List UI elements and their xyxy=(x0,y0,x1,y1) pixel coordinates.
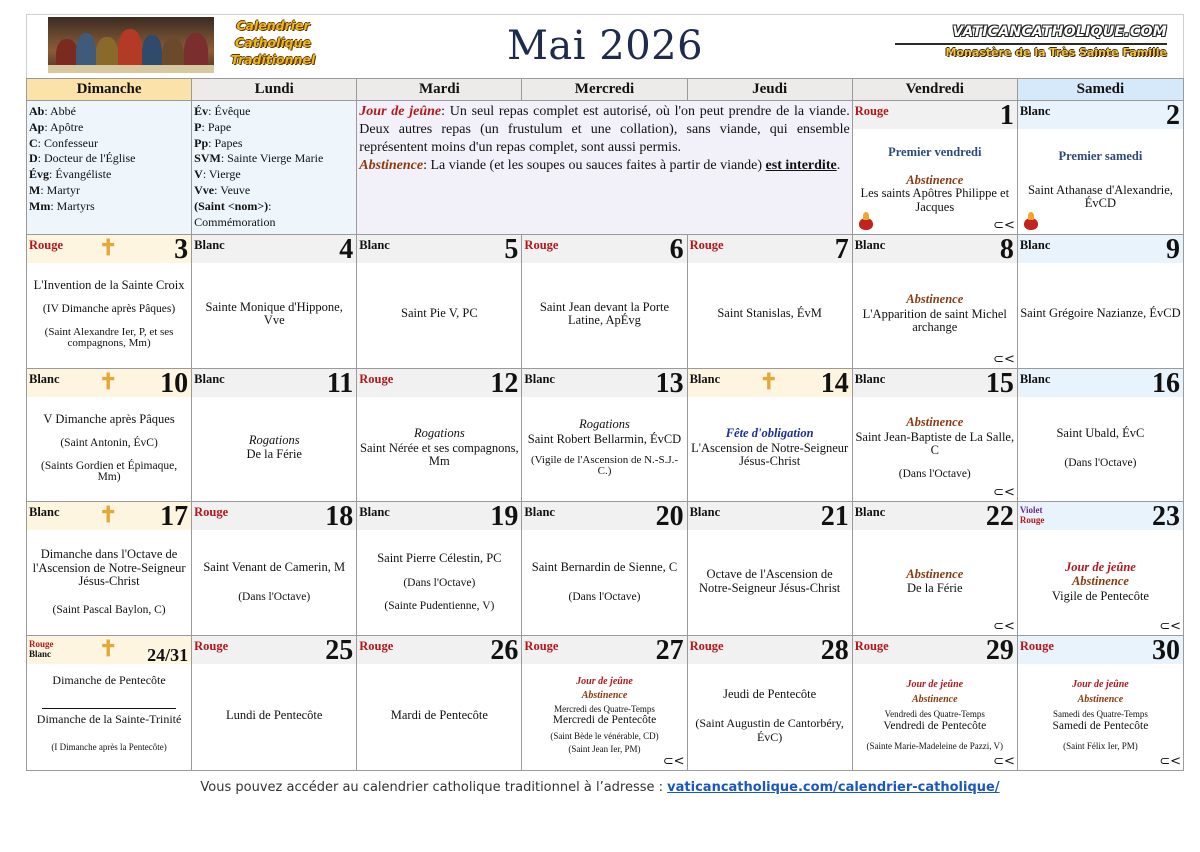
fish-icon: ⊂< xyxy=(1159,754,1181,769)
day-cell-18[interactable] xyxy=(192,502,357,636)
day-number: 8 xyxy=(999,234,1014,265)
feast-name: De la Férie xyxy=(246,447,302,462)
calendar-grid xyxy=(26,78,1184,771)
feast-name: De la Férie xyxy=(907,581,963,596)
legend-abbr: Mm xyxy=(29,198,51,213)
legend-entry xyxy=(194,151,323,167)
liturgical-color: Blanc xyxy=(359,237,390,252)
legend-entry xyxy=(194,215,323,231)
legend-entry xyxy=(29,183,135,199)
fish-icon: ⊂< xyxy=(993,485,1015,501)
liturgical-color: Blanc xyxy=(854,237,886,252)
day-number: 10 xyxy=(160,368,189,399)
liturgical-color: Blanc xyxy=(29,505,60,520)
liturgical-color: Rouge xyxy=(194,505,229,520)
day-number: 7 xyxy=(834,234,849,265)
legend-meaning: : Évêque xyxy=(208,104,251,118)
day-number: 16 xyxy=(1151,368,1180,399)
divider xyxy=(42,708,176,709)
day-cell-22[interactable] xyxy=(853,502,1018,636)
legend-meaning: : Apôtre xyxy=(44,119,84,134)
feast-name: Dimanche de Pentecôte xyxy=(52,673,166,688)
golden-cross-icon: ✝ xyxy=(99,502,118,528)
legend-meaning: : Abbé xyxy=(44,104,77,118)
calendar-header xyxy=(26,14,1184,78)
weekday-header-mercredi: Mercredi xyxy=(522,79,687,101)
liturgical-color: Blanc xyxy=(524,505,555,520)
color-rouge: Rouge xyxy=(1019,515,1045,526)
abstinence-label: Abstinence xyxy=(581,690,628,702)
day-cell-26[interactable] xyxy=(357,636,522,770)
legend-meaning: : Papes xyxy=(208,135,243,150)
feast-name: Octave de l'Ascension de Notre-Seigneur Jésus-Christ xyxy=(698,567,841,595)
liturgical-color: Blanc xyxy=(689,371,721,386)
liturgical-color: Rouge xyxy=(1019,639,1054,654)
day-cell-27[interactable] xyxy=(522,636,687,770)
rogations-label: Rogations xyxy=(579,417,630,432)
legend-meaning: : Confesseur xyxy=(37,135,98,150)
feast-name: Saint Venant de Camerin, M xyxy=(203,559,346,574)
legend-meaning: : Évangéliste xyxy=(49,167,112,182)
day-cell-20[interactable] xyxy=(522,502,687,636)
commemoration: (Saint Bède le vénérable, CD) xyxy=(550,730,659,741)
fish-icon: ⊂< xyxy=(993,217,1015,233)
legend-abbr: Ap xyxy=(29,119,45,134)
octave-note: (Dans l'Octave) xyxy=(898,467,971,480)
legend-entry xyxy=(194,120,323,136)
abstinence-end: . xyxy=(836,158,841,173)
feast-name: Saint Robert Bellarmin, ÉvCD xyxy=(527,431,682,446)
rogations-label: Rogations xyxy=(248,432,300,447)
liturgical-color: Rouge xyxy=(854,639,889,654)
feast-name: Sainte Monique d'Hippone, Vve xyxy=(205,299,343,328)
day-cell-29[interactable] xyxy=(853,636,1018,770)
ember-day: Vendredi des Quatre-Temps xyxy=(884,709,985,720)
ember-day: Mercredi des Quatre-Temps xyxy=(554,704,655,715)
day-cell-16[interactable] xyxy=(1018,369,1183,503)
feast-name: Mardi de Pentecôte xyxy=(390,708,488,723)
jeune-label: Jour de jeûne xyxy=(1064,559,1136,574)
feast-name: Saint Stanislas, ÉvM xyxy=(717,306,822,321)
day-cell-1[interactable] xyxy=(853,101,1018,235)
legend-abbr: D xyxy=(29,151,38,166)
legend-abbr: P xyxy=(194,119,202,134)
site-divider xyxy=(895,43,1167,45)
feast-name: L'Apparition de saint Michel archange xyxy=(862,306,1007,335)
fish-icon: ⊂< xyxy=(1159,619,1181,635)
legend-abbr: Évg xyxy=(29,167,50,182)
legend-meaning: : Docteur de l'Église xyxy=(37,151,136,166)
day-cell-24-31[interactable] xyxy=(27,636,192,770)
day-number: 6 xyxy=(669,234,684,265)
day-cell-21[interactable] xyxy=(688,502,853,636)
day-cell-4[interactable] xyxy=(192,235,357,369)
octave-note: (Dans l'Octave) xyxy=(403,576,476,589)
day-number: 3 xyxy=(174,234,189,265)
commemoration: (Sainte Pudentienne, V) xyxy=(384,599,495,612)
day-cell-3[interactable] xyxy=(27,235,192,369)
sunday-name: (IV Dimanche après Pâques) xyxy=(42,303,176,316)
legend-meaning: : Vierge xyxy=(202,167,241,182)
abstinence-label: Abstinence xyxy=(906,172,964,187)
day-number: 14 xyxy=(820,368,849,399)
liturgical-color: Rouge xyxy=(194,639,229,654)
abstinence-emphasis: est interdite xyxy=(765,158,837,173)
day-cell-12[interactable] xyxy=(357,369,522,503)
legend-abbr: Ab xyxy=(29,104,45,118)
day-cell-9[interactable] xyxy=(1018,235,1183,369)
day-cell-11[interactable] xyxy=(192,369,357,503)
abstinence-label: Abstinence xyxy=(1071,574,1129,589)
fish-icon: ⊂< xyxy=(993,619,1015,635)
feast-name: Saint Pie V, PC xyxy=(401,306,478,321)
abstinence-title: Abstinence xyxy=(359,158,424,173)
feast-name: L'Invention de la Sainte Croix xyxy=(33,277,185,292)
legend-entry xyxy=(29,136,135,152)
day-number: 27 xyxy=(655,636,684,667)
legend-meaning: : xyxy=(268,198,272,213)
day-cell-2[interactable] xyxy=(1018,101,1183,235)
day-number: 18 xyxy=(325,502,354,533)
legend-entry xyxy=(194,183,323,199)
commemoration: (Sainte Marie-Madeleine de Pazzi, V) xyxy=(866,740,1004,751)
day-number: 25 xyxy=(325,636,354,667)
feast-name: Jeudi de Pentecôte xyxy=(723,686,817,701)
liturgical-color: Rouge xyxy=(524,237,559,252)
ember-day: Samedi des Quatre-Temps xyxy=(1052,709,1148,720)
legend-abbr: Vve xyxy=(194,182,215,197)
commemoration: (Vigile de l'Ascension de N.-S.J.-C.) xyxy=(530,454,679,478)
day-cell-23[interactable] xyxy=(1018,502,1183,636)
legend-abbr: SVM xyxy=(194,151,221,166)
day-number: 23 xyxy=(1151,502,1180,533)
feast-name: Dimanche dans l'Octave de l'Ascension de Notre-Seigneur Jésus-Christ xyxy=(32,547,186,589)
footer xyxy=(0,780,1200,795)
day-number: 11 xyxy=(326,368,354,399)
legend-entry xyxy=(29,104,135,120)
liturgical-color: Blanc xyxy=(29,371,60,386)
color-rouge: Rouge xyxy=(29,639,54,650)
liturgical-color: Rouge xyxy=(29,237,64,252)
weekday-header-vendredi: Vendredi xyxy=(853,79,1018,101)
liturgical-color: Rouge xyxy=(359,371,394,386)
day-number: 4 xyxy=(339,234,354,265)
brand-logo: Calendrier Catholique Traditionnel xyxy=(230,18,316,67)
jeune-label: Jour de jeûne xyxy=(1072,679,1129,691)
day-number: 20 xyxy=(655,502,684,533)
day-number: 22 xyxy=(985,502,1014,533)
octave-note: (Dans l'Octave) xyxy=(1064,457,1137,470)
commemoration: (Saints Gordien et Épimaque, Mm) xyxy=(41,460,178,484)
golden-cross-icon: ✝ xyxy=(99,368,118,394)
liturgical-color: Rouge xyxy=(689,639,724,654)
day-cell-17[interactable] xyxy=(27,502,192,636)
legend-entry xyxy=(29,167,135,183)
legend-meaning: : Sainte Vierge Marie xyxy=(220,151,324,166)
feast-name: Saint Athanase d'Alexandrie, ÉvCD xyxy=(1027,182,1173,211)
feast-name: Saint Jean-Baptiste de La Salle, C xyxy=(855,429,1015,458)
month-title: Mai 2026 xyxy=(506,23,704,69)
legend-entry xyxy=(194,136,323,152)
jeune-title: Jour de jeûne xyxy=(359,104,442,119)
legend-entry xyxy=(194,167,323,183)
liturgical-color: Blanc xyxy=(194,237,225,252)
legend-entry xyxy=(29,199,135,215)
legend-entry xyxy=(194,199,323,215)
liturgical-color: Blanc xyxy=(359,505,390,520)
day-number: 1 xyxy=(999,101,1014,131)
day-cell-19[interactable] xyxy=(357,502,522,636)
jeune-label: Jour de jeûne xyxy=(906,679,964,691)
feast-name: Saint Grégoire Nazianze, ÉvCD xyxy=(1020,306,1181,321)
premier-samedi: Premier samedi xyxy=(1058,149,1143,164)
day-cell-5[interactable] xyxy=(357,235,522,369)
legend-entry xyxy=(29,120,135,136)
day-number: 29 xyxy=(985,636,1014,667)
liturgical-color: Blanc xyxy=(524,371,555,386)
jeune-text: : Un seul repas complet est autorisé, où l'on peut prendre de la viande. Deux autres repas (un frustulum et une collation), sans viande, qui ensemble représentent moins d'un repas complet, sont aussi permis. xyxy=(359,104,850,155)
abstinence-label: Abstinence xyxy=(906,415,964,430)
liturgical-color: Blanc xyxy=(1019,237,1051,252)
fish-icon: ⊂< xyxy=(662,754,685,769)
weekday-header-jeudi: Jeudi xyxy=(688,79,853,101)
legend-meaning: : Veuve xyxy=(214,182,251,197)
day-cell-15[interactable] xyxy=(853,369,1018,503)
abbreviation-legend-1 xyxy=(27,101,192,235)
fish-icon: ⊂< xyxy=(993,351,1015,367)
feast-name: Samedi de Pentecôte xyxy=(1052,720,1149,733)
golden-cross-icon: ✝ xyxy=(759,368,778,394)
liturgical-color: Blanc xyxy=(854,505,886,520)
day-cell-8[interactable] xyxy=(853,235,1018,369)
legend-meaning: : Martyr xyxy=(40,182,80,197)
monastery-name: Monastère de la Très Sainte Famille xyxy=(945,46,1167,59)
legend-abbr: Pp xyxy=(194,135,209,150)
commemoration: (Saint Félix Ier, PM) xyxy=(1063,740,1138,751)
day-cell-10[interactable] xyxy=(27,369,192,503)
feast-name: V Dimanche après Pâques xyxy=(43,411,175,426)
legend-meaning: : Pape xyxy=(201,119,232,134)
liturgical-color: Blanc xyxy=(194,371,225,386)
fish-icon: ⊂< xyxy=(993,754,1015,769)
legend-abbr: C xyxy=(29,135,38,150)
legend-meaning: Commémoration xyxy=(194,214,276,229)
commemoration: (Saint Jean Ier, PM) xyxy=(568,743,641,754)
octave-note: (Dans l'Octave) xyxy=(238,591,311,604)
legend-entry xyxy=(194,104,323,120)
rogations-label: Rogations xyxy=(414,426,465,441)
abstinence-label: Abstinence xyxy=(1077,694,1124,706)
feast-name: Les saints Apôtres Philippe et Jacques xyxy=(860,186,1010,214)
weekday-header-dimanche: Dimanche xyxy=(27,79,192,101)
legend-entry xyxy=(29,151,135,167)
day-number: 30 xyxy=(1151,636,1180,667)
day-number: 28 xyxy=(820,636,849,667)
sacred-heart-icon xyxy=(857,212,875,232)
liturgical-color: Rouge xyxy=(854,104,889,118)
legend-abbr: Év xyxy=(194,104,209,118)
sacred-heart-icon xyxy=(1022,212,1040,232)
day-number: 9 xyxy=(1165,234,1180,265)
liturgical-color xyxy=(1020,505,1045,525)
fasting-notes xyxy=(357,101,852,235)
day-number: 12 xyxy=(490,368,519,399)
color-blanc: Blanc xyxy=(29,649,52,660)
legend-meaning: : Martyrs xyxy=(50,198,95,213)
day-cell-6[interactable] xyxy=(522,235,687,369)
day-number: 15 xyxy=(985,368,1014,399)
abstinence-label: Abstinence xyxy=(906,292,964,307)
legend-abbr: M xyxy=(29,182,41,197)
day-number: 17 xyxy=(160,502,189,533)
liturgical-color: Blanc xyxy=(854,371,886,386)
feast-name: Mercredi de Pentecôte xyxy=(552,714,657,727)
feast-name: L'Ascension de Notre-Seigneur Jésus-Christ xyxy=(691,440,849,469)
color-violet: Violet xyxy=(1019,505,1043,516)
commemoration: (Saint Pascal Baylon, C) xyxy=(52,603,166,616)
day-cell-25[interactable] xyxy=(192,636,357,770)
day-number: 13 xyxy=(655,368,684,399)
liturgical-color: Rouge xyxy=(359,639,394,654)
feast-name: Lundi de Pentecôte xyxy=(225,708,323,723)
day-number: 21 xyxy=(820,502,849,533)
abstinence-label: Abstinence xyxy=(911,694,958,706)
day-number: 2 xyxy=(1165,101,1180,131)
abbreviation-legend-2 xyxy=(192,101,357,235)
weekday-header-samedi: Samedi xyxy=(1018,79,1183,101)
octave-note: (Dans l'Octave) xyxy=(568,591,641,604)
day-number: 26 xyxy=(490,636,519,667)
site-name: VATICANCATHOLIQUE.COM xyxy=(952,24,1167,40)
obligation-label: Fête d'obligation xyxy=(725,426,814,441)
premier-vendredi: Premier vendredi xyxy=(888,145,982,160)
liturgical-color: Blanc xyxy=(689,505,721,520)
weekday-header-mardi: Mardi xyxy=(357,79,522,101)
abstinence-text: : La viande (et les soupes ou sauces faites à partir de viande) xyxy=(423,158,766,173)
feast-name: Saint Ubald, ÉvC xyxy=(1056,425,1145,440)
liturgical-color: Blanc xyxy=(1019,104,1051,118)
feast-name: Saint Pierre Célestin, PC xyxy=(377,551,502,566)
day-cell-7[interactable] xyxy=(688,235,853,369)
commemoration: (Saint Antonin, ÉvC) xyxy=(60,437,158,450)
footer-text: Vous pouvez accéder au calendrier catholique traditionnel à l’adresse : xyxy=(200,780,668,795)
feast-name: Saint Jean devant la Porte Latine, ApÉvg xyxy=(539,299,670,328)
abstinence-label: Abstinence xyxy=(906,566,964,581)
feast-name: Vendredi de Pentecôte xyxy=(883,720,987,733)
day-number: 19 xyxy=(490,502,519,533)
liturgical-color xyxy=(29,639,54,659)
day-cell-14[interactable] xyxy=(688,369,853,503)
liturgical-color: Blanc xyxy=(1019,371,1051,386)
legend-abbr: (Saint <nom>) xyxy=(194,198,269,213)
day-cell-28[interactable] xyxy=(688,636,853,770)
jeune-label: Jour de jeûne xyxy=(576,676,633,688)
liturgical-color: Rouge xyxy=(689,237,724,252)
golden-cross-icon: ✝ xyxy=(99,636,118,662)
sunday-name: (I Dimanche après la Pentecôte) xyxy=(51,742,167,753)
footer-link[interactable]: vaticancatholique.com/calendrier-catholique/ xyxy=(667,780,1000,795)
day-number: 24/31 xyxy=(147,645,189,666)
day-number: 5 xyxy=(504,234,519,265)
feast-name-31: Dimanche de la Sainte-Trinité xyxy=(36,711,182,726)
feast-name: Saint Nérée et ses compagnons, Mm xyxy=(360,440,519,469)
weekday-header-lundi: Lundi xyxy=(192,79,357,101)
day-cell-30[interactable] xyxy=(1018,636,1183,770)
day-cell-13[interactable] xyxy=(522,369,687,503)
legend-abbr: V xyxy=(194,167,203,182)
commemoration: (Saint Augustin de Cantorbéry, ÉvC) xyxy=(695,716,844,744)
commemoration: (Saint Alexandre Ier, P, et ses compagnons, Mm) xyxy=(44,326,174,350)
feast-name: Vigile de Pentecôte xyxy=(1051,588,1149,603)
feast-name: Saint Bernardin de Sienne, C xyxy=(531,559,678,574)
liturgical-color: Rouge xyxy=(524,639,559,654)
golden-cross-icon: ✝ xyxy=(99,234,118,260)
